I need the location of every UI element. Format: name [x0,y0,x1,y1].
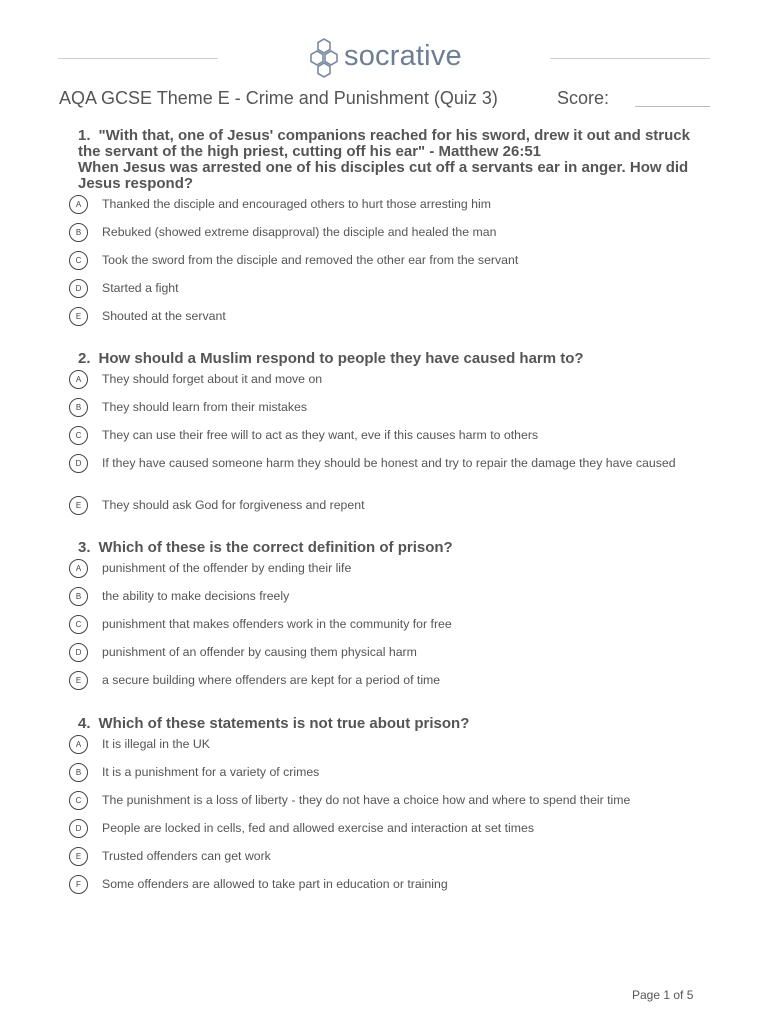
answer-option[interactable]: B the ability to make decisions freely [78,589,708,617]
answer-option[interactable]: D People are locked in cells, fed and allowed exercise and interaction at set times [78,821,708,849]
option-circle[interactable]: C [69,791,88,810]
answer-option[interactable]: A punishment of the offender by ending their life [78,561,708,589]
header-rule-right [550,58,710,59]
score-label: Score: [557,88,610,108]
answer-option[interactable]: C punishment that makes offenders work in the community for free [78,617,708,645]
page-number: Page 1 of 5 [632,988,694,1002]
answer-option[interactable]: B Rebuked (showed extreme disapproval) the disciple and healed the man [78,225,708,253]
option-circle[interactable]: B [69,763,88,782]
question-4 [75,715,708,897]
question-1 [75,127,708,329]
option-circle[interactable]: D [69,643,88,662]
answer-option[interactable]: D punishment of an offender by causing them physical harm [78,645,708,673]
option-circle[interactable]: C [69,615,88,634]
option-circle[interactable]: C [69,251,88,270]
answer-option[interactable]: C Took the sword from the disciple and removed the other ear from the servant [78,253,708,281]
score-field[interactable] [635,106,710,107]
answer-option[interactable]: B It is a punishment for a variety of crimes [78,765,708,793]
answer-option[interactable]: B They should learn from their mistakes [78,400,708,428]
answer-option[interactable]: C They can use their free will to act as they want, eve if this causes harm to others [78,428,708,456]
brand-name: socrative [344,39,462,72]
answer-option[interactable]: E a secure building where offenders are kept for a period of time [78,673,708,693]
option-circle[interactable]: A [69,195,88,214]
question-2 [75,350,708,518]
option-circle[interactable]: B [69,223,88,242]
option-circle[interactable]: A [69,735,88,754]
option-circle[interactable]: E [69,496,88,515]
option-circle[interactable]: E [69,671,88,690]
question-4-options [75,737,708,897]
question-3 [75,539,708,693]
question-2-text: 2. How should a Muslim respond to people they have caused harm to? [78,350,584,367]
option-circle[interactable]: A [69,559,88,578]
answer-option[interactable]: D Started a fight [78,281,708,309]
option-circle[interactable]: D [69,454,88,473]
answer-option[interactable]: A They should forget about it and move on [78,372,708,400]
quiz-title: AQA GCSE Theme E - Crime and Punishment (Quiz 3) [59,88,498,108]
option-circle[interactable]: D [69,819,88,838]
option-circle[interactable]: E [69,847,88,866]
option-circle[interactable]: F [69,875,88,894]
question-2-options [75,372,708,518]
option-circle[interactable]: B [69,587,88,606]
question-1-text: 1. "With that, one of Jesus' companions reached for his sword, drew it out and struck the servant of the high priest, cutting off his ear" - Matthew 26:51 When Jesus was arrested one of his disciples cut off a servants ear in anger. How did Jesus respond? [78,127,690,192]
hexagon-logo-icon [306,37,342,79]
header-rule-left [58,58,218,59]
answer-option[interactable]: A Thanked the disciple and encouraged others to hurt those arresting him [78,197,708,225]
answer-option[interactable]: D If they have caused someone harm they should be honest and try to repair the damage they have caused [78,456,708,498]
question-3-text: 3. Which of these is the correct definition of prison? [78,539,453,556]
question-4-text: 4. Which of these statements is not true about prison? [78,715,470,732]
answer-option[interactable]: A It is illegal in the UK [78,737,708,765]
option-circle[interactable]: D [69,279,88,298]
question-1-options [75,197,708,329]
answer-option[interactable]: E They should ask God for forgiveness and repent [78,498,708,518]
answer-option[interactable]: E Shouted at the servant [78,309,708,329]
answer-option[interactable]: E Trusted offenders can get work [78,849,708,877]
answer-option[interactable]: F Some offenders are allowed to take part in education or training [78,877,708,897]
option-circle[interactable]: C [69,426,88,445]
question-3-options [75,561,708,693]
option-circle[interactable]: E [69,307,88,326]
answer-option[interactable]: C The punishment is a loss of liberty - they do not have a choice how and where to spend their time [78,793,708,821]
socrative-logo [306,37,462,79]
option-circle[interactable]: A [69,370,88,389]
option-circle[interactable]: B [69,398,88,417]
